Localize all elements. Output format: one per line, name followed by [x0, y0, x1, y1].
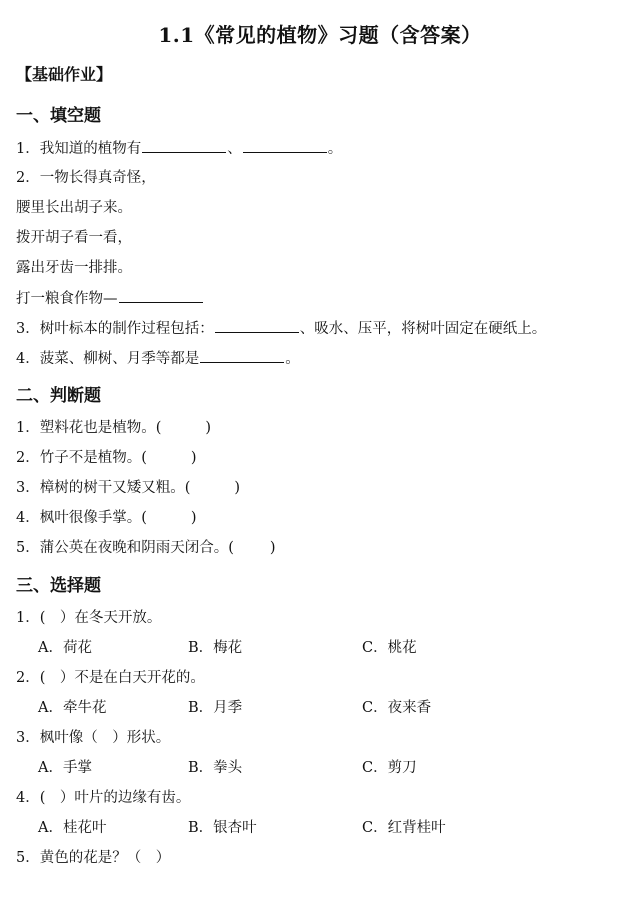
close-paren: )	[190, 450, 197, 466]
section-fill-in-blank: 一、填空题	[16, 106, 101, 126]
judge-q5-text: 5．蒲公英在夜晚和阴雨天闭合。(	[16, 540, 234, 556]
fill-question-4	[16, 348, 300, 369]
option-a[interactable]: A．牵牛花	[38, 700, 107, 716]
fill-q3-text: 3．树叶标本的制作过程包括：	[16, 321, 214, 337]
judge-question-3	[16, 478, 240, 498]
option-c[interactable]: C．红背桂叶	[362, 820, 446, 836]
fill-q3-suffix: 、吸水、压平，将树叶固定在硬纸上。	[299, 321, 547, 337]
close-paren: )	[269, 540, 276, 556]
answer-blank[interactable]	[200, 348, 284, 363]
answer-blank[interactable]	[119, 288, 203, 303]
choice-question-2: 2．( ）不是在白天开花的。	[16, 670, 205, 686]
fill-q2-riddle-prompt: 打一粮食作物—	[16, 291, 118, 307]
judge-q2-text: 2．竹子不是植物。(	[16, 450, 147, 466]
choice-q2-options	[38, 698, 598, 718]
option-a[interactable]: A．手掌	[38, 760, 92, 776]
fill-q2-line-1: 2．一物长得真奇怪，	[16, 170, 156, 186]
option-b[interactable]: B．银杏叶	[188, 820, 257, 836]
option-a[interactable]: A．荷花	[38, 640, 92, 656]
judge-question-1	[16, 418, 211, 438]
judge-q1-text: 1．塑料花也是植物。(	[16, 420, 162, 436]
choice-q3-options	[38, 758, 598, 778]
choice-question-5: 5．黄色的花是？（ ）	[16, 850, 171, 866]
choice-question-1: 1．( ）在冬天开放。	[16, 610, 162, 626]
judge-question-4	[16, 508, 197, 528]
choice-question-3: 3．枫叶像（ ）形状。	[16, 730, 171, 746]
option-c[interactable]: C．桃花	[362, 640, 417, 656]
answer-blank[interactable]	[215, 318, 299, 333]
fill-q4-end: 。	[285, 351, 300, 367]
close-paren: )	[205, 420, 212, 436]
fill-q2-line-5	[16, 288, 204, 309]
page-title: 1.1《常见的植物》习题（含答案）	[158, 23, 482, 47]
option-b[interactable]: B．月季	[188, 700, 243, 716]
fill-question-3	[16, 318, 546, 339]
close-paren: )	[234, 480, 241, 496]
fill-q4-text: 4．菠菜、柳树、月季等都是	[16, 351, 200, 367]
judge-q3-text: 3．樟树的树干又矮又粗。(	[16, 480, 191, 496]
fill-q1-end: 。	[327, 141, 343, 157]
judge-question-5	[16, 538, 276, 558]
judge-q4-text: 4．枫叶很像手掌。(	[16, 510, 147, 526]
option-a[interactable]: A．桂花叶	[38, 820, 107, 836]
option-c[interactable]: C．剪刀	[362, 760, 417, 776]
option-b[interactable]: B．拳头	[188, 760, 243, 776]
fill-q2-line-2: 腰里长出胡子来。	[16, 200, 132, 216]
answer-blank[interactable]	[243, 138, 327, 153]
answer-blank[interactable]	[142, 138, 226, 153]
fill-question-1	[16, 138, 342, 159]
fill-q1-separator: 、	[227, 141, 242, 157]
option-b[interactable]: B．梅花	[188, 640, 243, 656]
close-paren: )	[190, 510, 197, 526]
subheading-basic-homework: 【基础作业】	[16, 65, 113, 84]
option-c[interactable]: C．夜来香	[362, 700, 432, 716]
section-true-false: 二、判断题	[16, 386, 101, 406]
fill-q2-line-4: 露出牙齿一排排。	[16, 260, 132, 276]
judge-question-2	[16, 448, 197, 468]
fill-q2-line-3: 拨开胡子看一看，	[16, 230, 132, 246]
choice-q1-options	[38, 638, 598, 658]
choice-q4-options	[38, 818, 598, 838]
section-multiple-choice: 三、选择题	[16, 576, 101, 596]
choice-question-4: 4．( ）叶片的边缘有齿。	[16, 790, 191, 806]
fill-q1-text: 1．我知道的植物有	[16, 141, 142, 157]
